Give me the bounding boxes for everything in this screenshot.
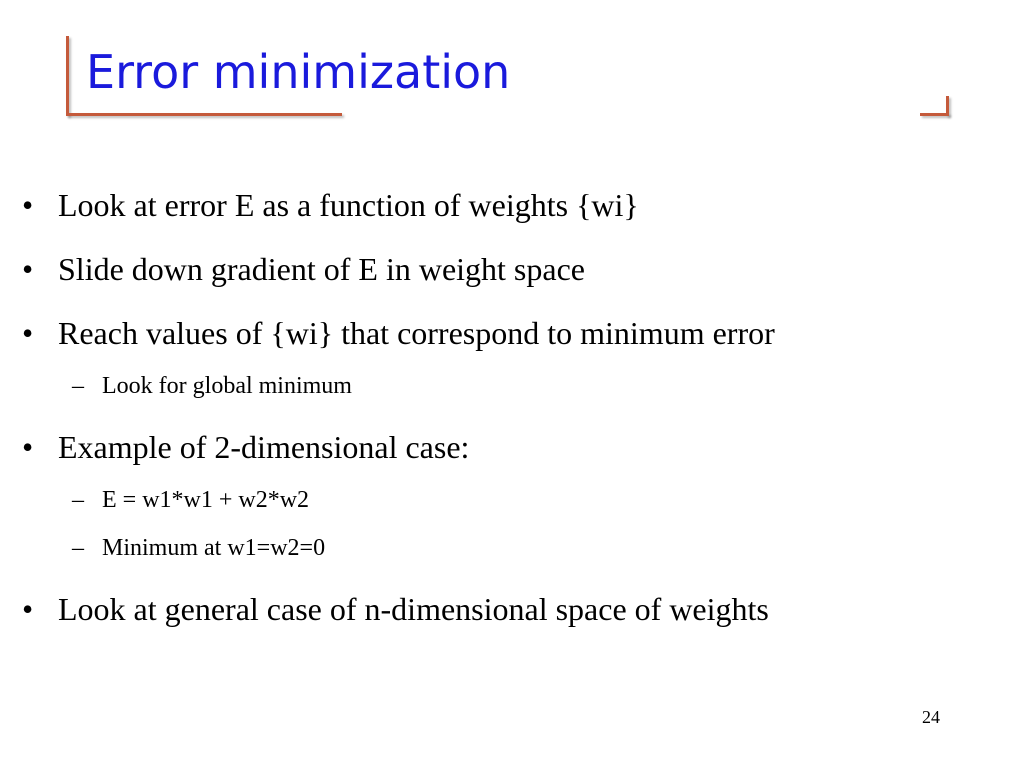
bullet-text: Example of 2-dimensional case:	[58, 429, 470, 465]
sub-bullet-item	[72, 485, 309, 515]
corner-bracket-top-right-horizontal	[920, 113, 949, 116]
sub-bullet-text: Look for global minimum	[102, 373, 352, 399]
sub-bullet-marker: –	[72, 487, 84, 513]
bullet-text: Slide down gradient of E in weight space	[58, 251, 585, 287]
page-number: 24	[922, 707, 940, 727]
sub-bullet-text: E = w1*w1 + w2*w2	[102, 487, 310, 513]
bullet-marker: •	[22, 251, 34, 287]
bullet-item	[22, 249, 585, 289]
bullet-item	[22, 589, 769, 629]
corner-bracket-top-left-vertical	[66, 36, 69, 116]
bullet-marker: •	[22, 429, 34, 465]
bullet-item	[22, 313, 775, 353]
sub-bullet-marker: –	[72, 535, 84, 561]
bullet-marker: •	[22, 591, 34, 627]
sub-bullet-item	[72, 533, 325, 563]
corner-bracket-top-left-horizontal	[66, 113, 342, 116]
bullet-marker: •	[22, 187, 34, 223]
sub-bullet-text: Minimum at w1=w2=0	[102, 535, 326, 561]
bullet-text: Look at general case of n-dimensional space of weights	[58, 591, 769, 627]
bullet-text: Reach values of {wi} that correspond to minimum error	[58, 315, 775, 351]
sub-bullet-marker: –	[72, 373, 84, 399]
bullet-text: Look at error E as a function of weights {wi}	[58, 187, 639, 223]
bullet-item	[22, 185, 639, 225]
bullet-marker: •	[22, 315, 34, 351]
bullet-item	[22, 427, 469, 467]
slide-title: Error minimization	[86, 45, 511, 99]
corner-bracket-top-right-vertical	[946, 96, 949, 116]
sub-bullet-item	[72, 371, 352, 401]
